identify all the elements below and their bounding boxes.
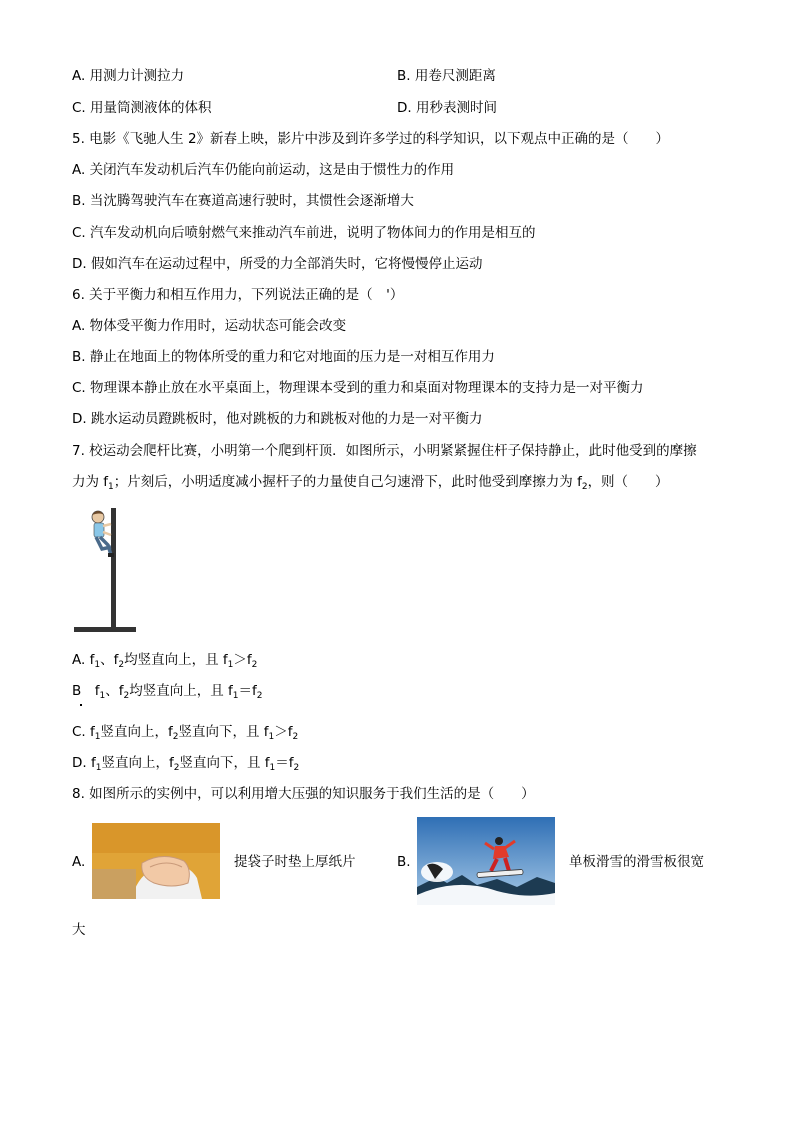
q6-stem: 6. 关于平衡力和相互作用力，下列说法正确的是（ '）: [72, 287, 404, 303]
q8-option-b-overflow: 大: [72, 922, 86, 938]
stray-dot: [80, 704, 82, 706]
q7-stem-line1: 7. 校运动会爬杆比赛，小明第一个爬到杆顶．如图所示，小明紧紧握住杆子保持静止，此时他受到的摩擦: [72, 443, 697, 459]
q6-option-c: C. 物理课本静止放在水平桌面上，物理课本受到的重力和桌面对物理课本的支持力是一对平衡力: [72, 380, 644, 396]
q6-option-a: A. 物体受平衡力作用时，运动状态可能会改变: [72, 318, 347, 334]
q5-option-a: A. 关闭汽车发动机后汽车仍能向前运动，这是由于惯性力的作用: [72, 162, 455, 178]
q8-option-a-letter: A.: [72, 854, 86, 870]
q7-option-c: C. $f_1$竖直向上，$f_2$竖直向下，且 $f_1>f_2$: [72, 724, 299, 742]
q5-stem: 5. 电影《飞驰人生 2》新春上映，影片中涉及到许多学过的科学知识，以下观点中正确的是（ ）: [72, 131, 670, 147]
q4-option-c: C. 用量筒测液体的体积: [72, 100, 212, 116]
q7-option-a: A. $f_1$、$f_2$均竖直向上，且 $f_1>f_2$: [72, 652, 258, 670]
q4-option-d: D. 用秒表测时间: [397, 100, 497, 116]
pole-climbing-figure: [70, 505, 140, 635]
q6-option-d: D. 跳水运动员蹬跳板时，他对跳板的力和跳板对他的力是一对平衡力: [72, 411, 483, 427]
q8-stem: 8. 如图所示的实例中，可以利用增大压强的知识服务于我们生活的是（ ）: [72, 786, 535, 802]
pole-base: [74, 627, 136, 632]
climber-boy-icon: [92, 511, 114, 557]
q7-option-d: D. $f_1$竖直向上，$f_2$竖直向下，且 $f_1=f_2$: [72, 755, 300, 773]
q7-option-b: B $f_1$、$f_2$均竖直向上，且 $f_1=f_2$: [72, 683, 263, 701]
q8-option-b-letter: B.: [397, 854, 411, 870]
q5-option-d: D. 假如汽车在运动过程中，所受的力全部消失时，它将慢慢停止运动: [72, 256, 483, 272]
q5-option-c: C. 汽车发动机向后喷射燃气来推动汽车前进，说明了物体间力的作用是相互的: [72, 225, 536, 241]
q8-option-b-text: 单板滑雪的滑雪板很宽: [569, 854, 704, 870]
q6-option-b: B. 静止在地面上的物体所受的重力和它对地面的压力是一对相互作用力: [72, 349, 495, 365]
hand-holding-bag-photo: [92, 823, 220, 899]
q4-option-b: B. 用卷尺测距离: [397, 68, 496, 84]
q8-option-a-text: 提袋子时垫上厚纸片: [234, 854, 356, 870]
snowboarder-photo: [417, 817, 555, 905]
q5-option-b: B. 当沈腾驾驶汽车在赛道高速行驶时，其惯性会逐渐增大: [72, 193, 414, 209]
q4-option-a: A. 用测力计测拉力: [72, 68, 185, 84]
q7-stem-line2: 力为 $f_1$；片刻后，小明适度减小握杆子的力量使自己匀速滑下，此时他受到摩擦力为 $f_2$，则（ ）: [72, 474, 669, 492]
pole: [111, 508, 116, 628]
